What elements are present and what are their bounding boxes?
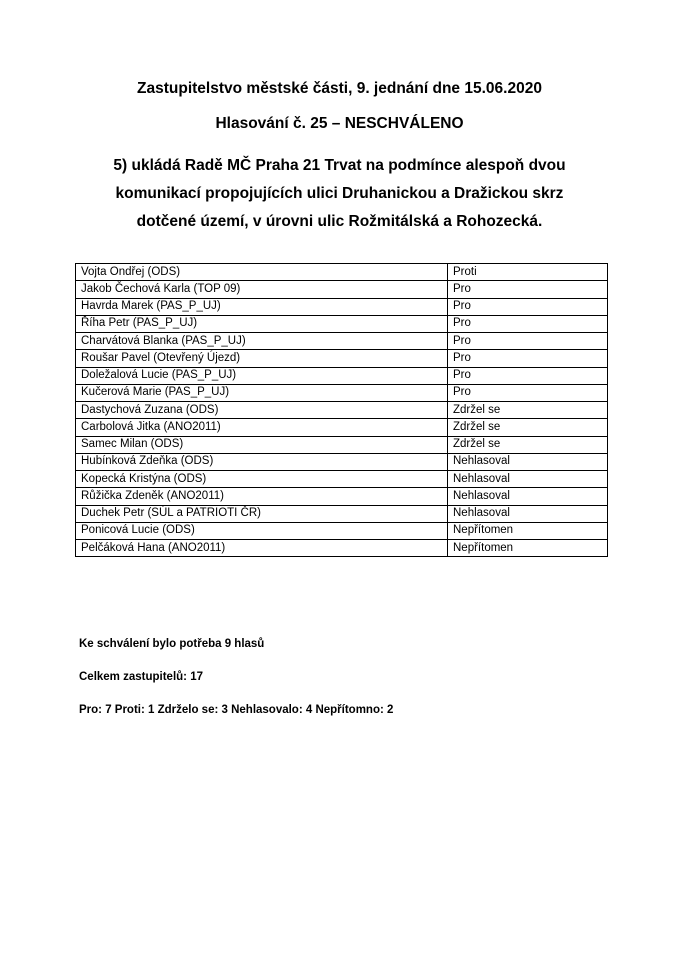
table-row — [76, 419, 608, 436]
vote-value-cell: Nehlasoval — [448, 488, 608, 505]
member-name-cell: Roušar Pavel (Otevřený Újezd) — [76, 350, 448, 367]
summary-required-votes: Ke schválení bylo potřeba 9 hlasů — [79, 638, 265, 650]
member-name-cell: Charvátová Blanka (PAS_P_UJ) — [76, 333, 448, 350]
table-row — [76, 453, 608, 470]
vote-value-cell: Nehlasoval — [448, 471, 608, 488]
vote-table-body — [76, 264, 608, 557]
resolution-line: 5) ukládá Radě MČ Praha 21 Trvat na podmínce alespoň dvou — [113, 157, 566, 174]
vote-value-cell: Zdržel se — [448, 402, 608, 419]
member-name-cell: Doležalová Lucie (PAS_P_UJ) — [76, 367, 448, 384]
member-name-cell: Pelčáková Hana (ANO2011) — [76, 540, 448, 557]
summary-results: Pro: 7 Proti: 1 Zdrželo se: 3 Nehlasovalo: 4 Nepřítomno: 2 — [79, 704, 394, 716]
member-name-cell: Vojta Ondřej (ODS) — [76, 264, 448, 281]
table-row — [76, 384, 608, 401]
vote-value-cell: Nepřítomen — [448, 522, 608, 539]
vote-result-heading: Hlasování č. 25 – NESCHVÁLENO — [215, 115, 464, 132]
vote-value-cell: Zdržel se — [448, 419, 608, 436]
table-row — [76, 488, 608, 505]
member-name-cell: Samec Milan (ODS) — [76, 436, 448, 453]
table-row — [76, 522, 608, 539]
vote-value-cell: Zdržel se — [448, 436, 608, 453]
vote-summary — [79, 638, 393, 737]
resolution-text — [70, 152, 610, 236]
vote-table — [75, 263, 608, 557]
vote-value-cell: Pro — [448, 333, 608, 350]
table-row — [76, 281, 608, 298]
member-name-cell: Kopecká Kristýna (ODS) — [76, 471, 448, 488]
member-name-cell: Kučerová Marie (PAS_P_UJ) — [76, 384, 448, 401]
table-row — [76, 298, 608, 315]
table-row — [76, 505, 608, 522]
table-row — [76, 540, 608, 557]
table-row — [76, 436, 608, 453]
member-name-cell: Říha Petr (PAS_P_UJ) — [76, 315, 448, 332]
document-title: Zastupitelstvo městské části, 9. jednání dne 15.06.2020 — [137, 80, 542, 97]
vote-value-cell: Nehlasoval — [448, 453, 608, 470]
member-name-cell: Hubínková Zdeňka (ODS) — [76, 453, 448, 470]
table-row — [76, 367, 608, 384]
vote-value-cell: Pro — [448, 298, 608, 315]
member-name-cell: Dastychová Zuzana (ODS) — [76, 402, 448, 419]
table-row — [76, 333, 608, 350]
vote-value-cell: Nehlasoval — [448, 505, 608, 522]
table-row — [76, 264, 608, 281]
member-name-cell: Růžička Zdeněk (ANO2011) — [76, 488, 448, 505]
resolution-line: dotčené území, v úrovni ulic Rožmitálská a Rohozecká. — [136, 213, 543, 230]
table-row — [76, 350, 608, 367]
vote-value-cell: Nepřítomen — [448, 540, 608, 557]
vote-value-cell: Pro — [448, 384, 608, 401]
member-name-cell: Carbolová Jitka (ANO2011) — [76, 419, 448, 436]
vote-value-cell: Pro — [448, 367, 608, 384]
table-row — [76, 402, 608, 419]
member-name-cell: Havrda Marek (PAS_P_UJ) — [76, 298, 448, 315]
table-row — [76, 315, 608, 332]
resolution-line: komunikací propojujících ulici Druhanickou a Dražickou skrz — [115, 185, 564, 202]
vote-value-cell: Pro — [448, 350, 608, 367]
summary-total-members: Celkem zastupitelů: 17 — [79, 671, 203, 683]
table-row — [76, 471, 608, 488]
member-name-cell: Jakob Čechová Karla (TOP 09) — [76, 281, 448, 298]
member-name-cell: Duchek Petr (SÚL a PATRIOTI ČR) — [76, 505, 448, 522]
vote-value-cell: Pro — [448, 281, 608, 298]
vote-value-cell: Pro — [448, 315, 608, 332]
vote-value-cell: Proti — [448, 264, 608, 281]
member-name-cell: Ponicová Lucie (ODS) — [76, 522, 448, 539]
